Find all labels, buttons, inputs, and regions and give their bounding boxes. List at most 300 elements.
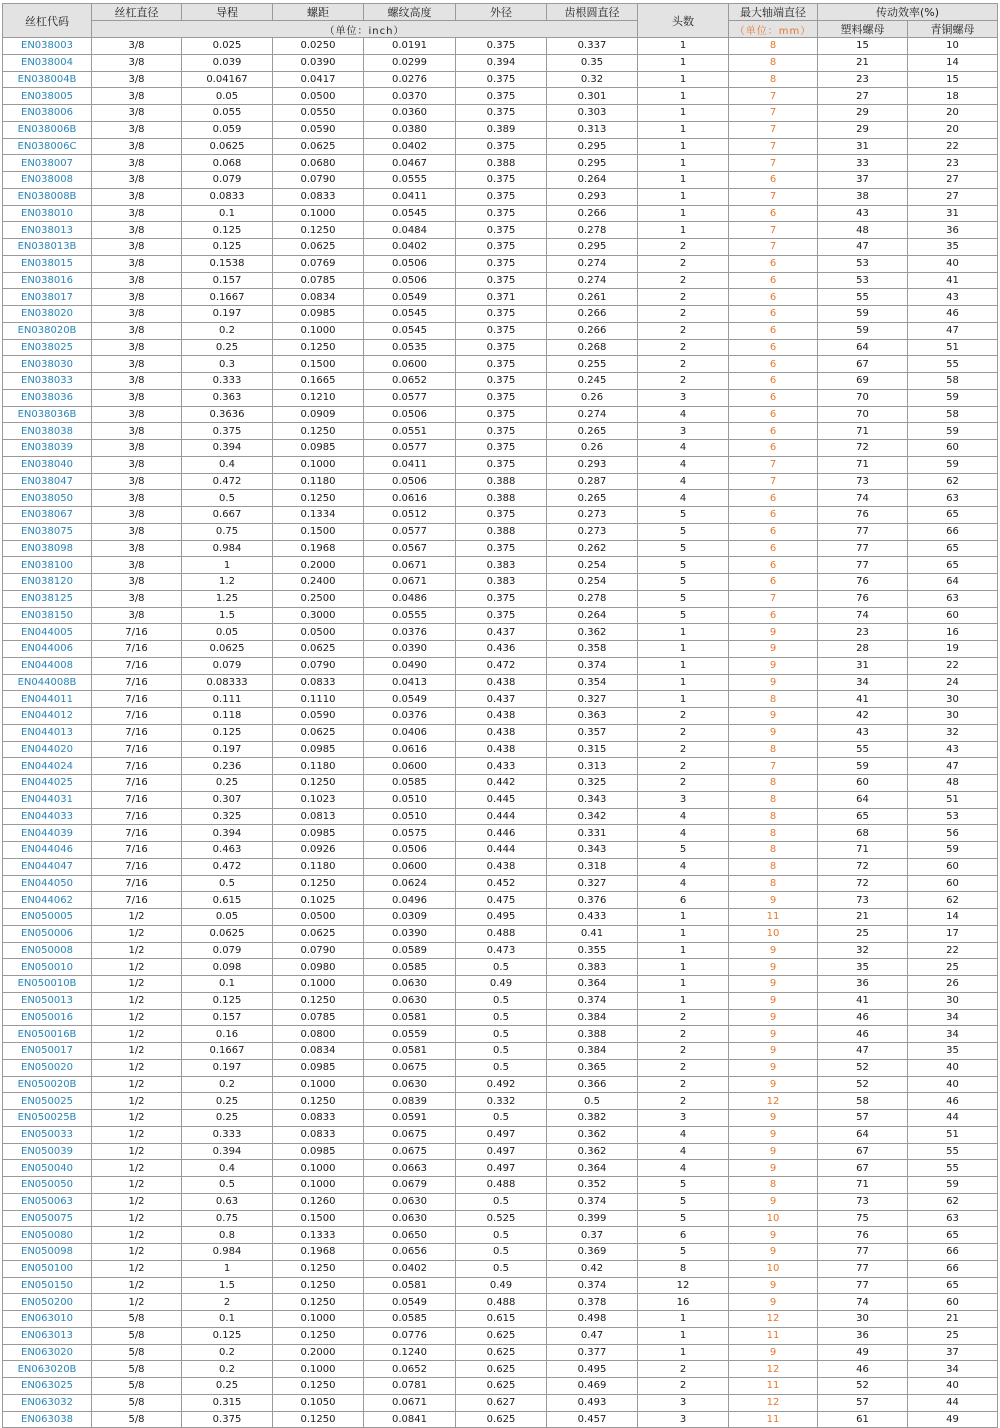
cell-efficiency-plastic: 29 — [818, 121, 908, 138]
cell-pitch: 0.1250 — [273, 1411, 364, 1428]
table-row — [3, 1344, 998, 1361]
cell-outer-diameter: 0.625 — [456, 1411, 547, 1428]
cell-thread-height: 0.0652 — [364, 373, 456, 390]
cell-outer-diameter: 0.5 — [456, 1193, 547, 1210]
cell-efficiency-plastic: 52 — [818, 1378, 908, 1395]
cell-diameter: 3/8 — [92, 356, 182, 373]
cell-efficiency-plastic: 47 — [818, 1043, 908, 1060]
table-row — [3, 1126, 998, 1143]
table-row — [3, 339, 998, 356]
cell-efficiency-plastic: 77 — [818, 1260, 908, 1277]
cell-diameter: 5/8 — [92, 1378, 182, 1395]
cell-diameter: 3/8 — [92, 155, 182, 172]
cell-max-end-diameter: 6 — [729, 255, 818, 272]
table-row — [3, 423, 998, 440]
cell-lead: 0.2 — [182, 1361, 273, 1378]
cell-root-diameter: 0.266 — [547, 306, 638, 323]
cell-max-end-diameter: 12 — [729, 1361, 818, 1378]
cell-outer-diameter: 0.488 — [456, 925, 547, 942]
cell-code: EN038075 — [3, 523, 92, 540]
cell-max-end-diameter: 8 — [729, 825, 818, 842]
cell-max-end-diameter: 9 — [729, 976, 818, 993]
cell-starts: 3 — [638, 389, 729, 406]
cell-code: EN044046 — [3, 842, 92, 859]
cell-thread-height: 0.0630 — [364, 1193, 456, 1210]
cell-diameter: 3/8 — [92, 289, 182, 306]
cell-starts: 4 — [638, 825, 729, 842]
cell-diameter: 7/16 — [92, 657, 182, 674]
cell-starts: 2 — [638, 1076, 729, 1093]
cell-code: EN038120 — [3, 574, 92, 591]
cell-pitch: 0.1000 — [273, 976, 364, 993]
cell-root-diameter: 0.325 — [547, 775, 638, 792]
table-row — [3, 858, 998, 875]
cell-efficiency-bronze: 66 — [908, 1260, 998, 1277]
cell-code: EN038067 — [3, 507, 92, 524]
cell-code: EN050025B — [3, 1110, 92, 1127]
cell-thread-height: 0.0506 — [364, 406, 456, 423]
cell-efficiency-plastic: 53 — [818, 255, 908, 272]
cell-starts: 6 — [638, 1227, 729, 1244]
cell-thread-height: 0.0600 — [364, 356, 456, 373]
table-row — [3, 540, 998, 557]
cell-diameter: 1/2 — [92, 925, 182, 942]
cell-starts: 5 — [638, 523, 729, 540]
cell-outer-diameter: 0.375 — [456, 423, 547, 440]
cell-max-end-diameter: 9 — [729, 892, 818, 909]
cell-outer-diameter: 0.5 — [456, 992, 547, 1009]
cell-max-end-diameter: 10 — [729, 1260, 818, 1277]
cell-root-diameter: 0.295 — [547, 239, 638, 256]
cell-efficiency-bronze: 53 — [908, 808, 998, 825]
cell-starts: 1 — [638, 909, 729, 926]
cell-efficiency-bronze: 59 — [908, 456, 998, 473]
cell-thread-height: 0.0309 — [364, 909, 456, 926]
cell-max-end-diameter: 6 — [729, 607, 818, 624]
cell-pitch: 0.1334 — [273, 507, 364, 524]
cell-starts: 2 — [638, 1378, 729, 1395]
cell-pitch: 0.1000 — [273, 1361, 364, 1378]
cell-root-diameter: 0.318 — [547, 858, 638, 875]
cell-starts: 2 — [638, 255, 729, 272]
cell-diameter: 3/8 — [92, 54, 182, 71]
cell-thread-height: 0.0581 — [364, 1277, 456, 1294]
cell-root-diameter: 0.358 — [547, 641, 638, 658]
cell-efficiency-bronze: 20 — [908, 121, 998, 138]
cell-starts: 4 — [638, 1160, 729, 1177]
cell-diameter: 3/8 — [92, 88, 182, 105]
cell-code: EN038030 — [3, 356, 92, 373]
cell-pitch: 0.1000 — [273, 456, 364, 473]
cell-efficiency-plastic: 73 — [818, 1193, 908, 1210]
cell-starts: 3 — [638, 423, 729, 440]
cell-code: EN044020 — [3, 741, 92, 758]
cell-pitch: 0.0833 — [273, 674, 364, 691]
table-row — [3, 54, 998, 71]
cell-root-diameter: 0.343 — [547, 842, 638, 859]
cell-starts: 1 — [638, 38, 729, 55]
cell-diameter: 1/2 — [92, 909, 182, 926]
cell-efficiency-bronze: 59 — [908, 389, 998, 406]
cell-root-diameter: 0.362 — [547, 1143, 638, 1160]
cell-max-end-diameter: 9 — [729, 1009, 818, 1026]
cell-thread-height: 0.1240 — [364, 1344, 456, 1361]
cell-efficiency-bronze: 63 — [908, 1210, 998, 1227]
cell-thread-height: 0.0390 — [364, 641, 456, 658]
cell-thread-height: 0.0589 — [364, 942, 456, 959]
cell-diameter: 5/8 — [92, 1411, 182, 1428]
table-row — [3, 959, 998, 976]
cell-code: EN063010 — [3, 1311, 92, 1328]
cell-max-end-diameter: 7 — [729, 590, 818, 607]
cell-code: EN050080 — [3, 1227, 92, 1244]
cell-code: EN050150 — [3, 1277, 92, 1294]
cell-outer-diameter: 0.488 — [456, 1177, 547, 1194]
cell-pitch: 0.0785 — [273, 1009, 364, 1026]
cell-lead: 0.125 — [182, 724, 273, 741]
cell-thread-height: 0.0549 — [364, 691, 456, 708]
cell-max-end-diameter: 6 — [729, 423, 818, 440]
col-header-root-diameter: 齿根圆直径 — [547, 4, 638, 21]
table-row — [3, 1110, 998, 1127]
cell-starts: 1 — [638, 105, 729, 122]
cell-max-end-diameter: 9 — [729, 1227, 818, 1244]
cell-lead: 0.394 — [182, 825, 273, 842]
cell-outer-diameter: 0.438 — [456, 674, 547, 691]
cell-root-diameter: 0.342 — [547, 808, 638, 825]
cell-max-end-diameter: 6 — [729, 507, 818, 524]
cell-diameter: 1/2 — [92, 1143, 182, 1160]
cell-code: EN038008B — [3, 188, 92, 205]
cell-pitch: 0.1968 — [273, 1244, 364, 1261]
cell-root-diameter: 0.274 — [547, 272, 638, 289]
cell-starts: 1 — [638, 942, 729, 959]
cell-max-end-diameter: 6 — [729, 289, 818, 306]
cell-efficiency-bronze: 17 — [908, 925, 998, 942]
cell-efficiency-bronze: 27 — [908, 172, 998, 189]
cell-efficiency-plastic: 64 — [818, 791, 908, 808]
cell-outer-diameter: 0.444 — [456, 842, 547, 859]
cell-efficiency-bronze: 36 — [908, 222, 998, 239]
cell-code: EN038020 — [3, 306, 92, 323]
cell-efficiency-bronze: 47 — [908, 758, 998, 775]
cell-thread-height: 0.0663 — [364, 1160, 456, 1177]
cell-root-diameter: 0.355 — [547, 942, 638, 959]
cell-efficiency-plastic: 37 — [818, 172, 908, 189]
cell-efficiency-bronze: 60 — [908, 440, 998, 457]
cell-root-diameter: 0.37 — [547, 1227, 638, 1244]
cell-thread-height: 0.0390 — [364, 925, 456, 942]
cell-diameter: 3/8 — [92, 188, 182, 205]
cell-code: EN044050 — [3, 875, 92, 892]
cell-efficiency-plastic: 77 — [818, 1277, 908, 1294]
cell-root-diameter: 0.384 — [547, 1043, 638, 1060]
cell-thread-height: 0.0376 — [364, 708, 456, 725]
cell-outer-diameter: 0.375 — [456, 306, 547, 323]
cell-starts: 4 — [638, 808, 729, 825]
cell-code: EN044024 — [3, 758, 92, 775]
cell-lead: 1.25 — [182, 590, 273, 607]
cell-max-end-diameter: 6 — [729, 389, 818, 406]
cell-root-diameter: 0.331 — [547, 825, 638, 842]
cell-diameter: 3/8 — [92, 38, 182, 55]
cell-thread-height: 0.0575 — [364, 825, 456, 842]
table-row — [3, 38, 998, 55]
col-header-lead: 导程 — [182, 4, 273, 21]
col-header-pitch: 螺距 — [273, 4, 364, 21]
cell-pitch: 0.0625 — [273, 641, 364, 658]
cell-efficiency-plastic: 76 — [818, 507, 908, 524]
cell-outer-diameter: 0.375 — [456, 406, 547, 423]
table-row — [3, 1361, 998, 1378]
cell-thread-height: 0.0577 — [364, 440, 456, 457]
cell-pitch: 0.0785 — [273, 272, 364, 289]
cell-code: EN038098 — [3, 540, 92, 557]
cell-lead: 0.375 — [182, 423, 273, 440]
cell-starts: 2 — [638, 708, 729, 725]
cell-max-end-diameter: 7 — [729, 105, 818, 122]
cell-pitch: 0.0833 — [273, 1126, 364, 1143]
cell-max-end-diameter: 10 — [729, 925, 818, 942]
cell-outer-diameter: 0.375 — [456, 105, 547, 122]
cell-max-end-diameter: 7 — [729, 155, 818, 172]
cell-efficiency-bronze: 44 — [908, 1394, 998, 1411]
cell-thread-height: 0.0413 — [364, 674, 456, 691]
table-row — [3, 674, 998, 691]
cell-outer-diameter: 0.5 — [456, 1244, 547, 1261]
cell-efficiency-bronze: 22 — [908, 657, 998, 674]
cell-starts: 1 — [638, 222, 729, 239]
cell-efficiency-bronze: 40 — [908, 1076, 998, 1093]
cell-max-end-diameter: 9 — [729, 657, 818, 674]
cell-pitch: 0.0625 — [273, 239, 364, 256]
table-row — [3, 641, 998, 658]
cell-lead: 0.25 — [182, 1093, 273, 1110]
cell-diameter: 3/8 — [92, 222, 182, 239]
cell-lead: 0.098 — [182, 959, 273, 976]
cell-root-diameter: 0.5 — [547, 1093, 638, 1110]
cell-efficiency-bronze: 62 — [908, 473, 998, 490]
cell-efficiency-bronze: 34 — [908, 1361, 998, 1378]
cell-code: EN044039 — [3, 825, 92, 842]
table-row — [3, 406, 998, 423]
cell-starts: 1 — [638, 121, 729, 138]
cell-diameter: 1/2 — [92, 942, 182, 959]
cell-outer-diameter: 0.375 — [456, 205, 547, 222]
cell-lead: 0.025 — [182, 38, 273, 55]
cell-efficiency-bronze: 23 — [908, 155, 998, 172]
cell-starts: 2 — [638, 272, 729, 289]
cell-thread-height: 0.0581 — [364, 1009, 456, 1026]
cell-thread-height: 0.0490 — [364, 657, 456, 674]
cell-efficiency-bronze: 20 — [908, 105, 998, 122]
cell-root-diameter: 0.42 — [547, 1260, 638, 1277]
cell-outer-diameter: 0.375 — [456, 322, 547, 339]
cell-efficiency-plastic: 38 — [818, 188, 908, 205]
cell-diameter: 3/8 — [92, 255, 182, 272]
cell-code: EN050025 — [3, 1093, 92, 1110]
cell-code: EN044011 — [3, 691, 92, 708]
table-row — [3, 875, 998, 892]
cell-root-diameter: 0.313 — [547, 758, 638, 775]
cell-efficiency-plastic: 76 — [818, 590, 908, 607]
cell-thread-height: 0.0675 — [364, 1059, 456, 1076]
cell-efficiency-plastic: 46 — [818, 1361, 908, 1378]
cell-efficiency-bronze: 51 — [908, 339, 998, 356]
cell-thread-height: 0.0577 — [364, 389, 456, 406]
cell-efficiency-bronze: 30 — [908, 691, 998, 708]
cell-thread-height: 0.0406 — [364, 724, 456, 741]
cell-root-diameter: 0.32 — [547, 71, 638, 88]
cell-starts: 6 — [638, 892, 729, 909]
cell-diameter: 3/8 — [92, 389, 182, 406]
cell-starts: 5 — [638, 1193, 729, 1210]
cell-code: EN044012 — [3, 708, 92, 725]
cell-diameter: 3/8 — [92, 339, 182, 356]
cell-root-diameter: 0.301 — [547, 88, 638, 105]
cell-starts: 3 — [638, 1110, 729, 1127]
cell-efficiency-plastic: 74 — [818, 490, 908, 507]
cell-lead: 0.039 — [182, 54, 273, 71]
cell-outer-diameter: 0.488 — [456, 1294, 547, 1311]
cell-pitch: 0.1180 — [273, 758, 364, 775]
cell-outer-diameter: 0.438 — [456, 858, 547, 875]
cell-efficiency-bronze: 65 — [908, 1277, 998, 1294]
cell-diameter: 7/16 — [92, 808, 182, 825]
cell-thread-height: 0.0630 — [364, 1076, 456, 1093]
cell-efficiency-plastic: 25 — [818, 925, 908, 942]
cell-thread-height: 0.0650 — [364, 1227, 456, 1244]
cell-root-diameter: 0.265 — [547, 423, 638, 440]
cell-efficiency-plastic: 36 — [818, 1327, 908, 1344]
cell-thread-height: 0.0506 — [364, 473, 456, 490]
cell-max-end-diameter: 6 — [729, 322, 818, 339]
cell-root-diameter: 0.376 — [547, 892, 638, 909]
cell-efficiency-plastic: 43 — [818, 724, 908, 741]
table-row — [3, 88, 998, 105]
cell-root-diameter: 0.343 — [547, 791, 638, 808]
table-row — [3, 440, 998, 457]
table-row — [3, 71, 998, 88]
cell-lead: 2 — [182, 1294, 273, 1311]
cell-lead: 0.05 — [182, 909, 273, 926]
cell-outer-diameter: 0.375 — [456, 339, 547, 356]
cell-diameter: 3/8 — [92, 239, 182, 256]
cell-lead: 0.125 — [182, 239, 273, 256]
cell-code: EN050040 — [3, 1160, 92, 1177]
cell-code: EN044006 — [3, 641, 92, 658]
cell-max-end-diameter: 9 — [729, 942, 818, 959]
cell-diameter: 7/16 — [92, 624, 182, 641]
cell-efficiency-plastic: 48 — [818, 222, 908, 239]
cell-root-diameter: 0.388 — [547, 1026, 638, 1043]
cell-starts: 4 — [638, 1143, 729, 1160]
cell-max-end-diameter: 12 — [729, 1093, 818, 1110]
cell-pitch: 0.1000 — [273, 322, 364, 339]
cell-thread-height: 0.0510 — [364, 808, 456, 825]
cell-lead: 0.16 — [182, 1026, 273, 1043]
cell-max-end-diameter: 8 — [729, 691, 818, 708]
cell-lead: 0.315 — [182, 1394, 273, 1411]
cell-diameter: 3/8 — [92, 373, 182, 390]
table-row — [3, 925, 998, 942]
table-row — [3, 389, 998, 406]
cell-root-diameter: 0.365 — [547, 1059, 638, 1076]
cell-efficiency-bronze: 60 — [908, 607, 998, 624]
cell-efficiency-bronze: 37 — [908, 1344, 998, 1361]
cell-code: EN038006C — [3, 138, 92, 155]
col-header-max-end-diameter: 最大轴端直径 — [729, 4, 818, 21]
cell-max-end-diameter: 11 — [729, 1327, 818, 1344]
cell-efficiency-plastic: 74 — [818, 607, 908, 624]
cell-efficiency-plastic: 52 — [818, 1059, 908, 1076]
cell-thread-height: 0.0506 — [364, 842, 456, 859]
cell-code: EN044031 — [3, 791, 92, 808]
cell-diameter: 7/16 — [92, 758, 182, 775]
cell-max-end-diameter: 8 — [729, 808, 818, 825]
cell-root-diameter: 0.374 — [547, 1193, 638, 1210]
cell-outer-diameter: 0.5 — [456, 959, 547, 976]
cell-starts: 2 — [638, 339, 729, 356]
cell-max-end-diameter: 7 — [729, 188, 818, 205]
cell-code: EN044008B — [3, 674, 92, 691]
cell-lead: 0.3 — [182, 356, 273, 373]
cell-code: EN063025 — [3, 1378, 92, 1395]
cell-diameter: 1/2 — [92, 1244, 182, 1261]
cell-lead: 0.118 — [182, 708, 273, 725]
cell-pitch: 0.0800 — [273, 1026, 364, 1043]
cell-lead: 0.068 — [182, 155, 273, 172]
cell-thread-height: 0.0510 — [364, 791, 456, 808]
cell-thread-height: 0.0402 — [364, 138, 456, 155]
cell-efficiency-plastic: 58 — [818, 1093, 908, 1110]
cell-diameter: 3/8 — [92, 490, 182, 507]
cell-starts: 2 — [638, 306, 729, 323]
cell-pitch: 0.1250 — [273, 222, 364, 239]
cell-lead: 0.63 — [182, 1193, 273, 1210]
cell-outer-diameter: 0.5 — [456, 1026, 547, 1043]
cell-root-diameter: 0.273 — [547, 507, 638, 524]
cell-code: EN050010 — [3, 959, 92, 976]
cell-thread-height: 0.0549 — [364, 1294, 456, 1311]
table-row — [3, 1026, 998, 1043]
cell-code: EN038050 — [3, 490, 92, 507]
table-row — [3, 222, 998, 239]
cell-root-diameter: 0.47 — [547, 1327, 638, 1344]
cell-starts: 2 — [638, 1361, 729, 1378]
cell-pitch: 0.0985 — [273, 440, 364, 457]
cell-code: EN038013B — [3, 239, 92, 256]
cell-thread-height: 0.0585 — [364, 1311, 456, 1328]
cell-lead: 0.1 — [182, 1311, 273, 1328]
cell-efficiency-plastic: 23 — [818, 624, 908, 641]
cell-outer-diameter: 0.495 — [456, 909, 547, 926]
cell-efficiency-plastic: 53 — [818, 272, 908, 289]
cell-lead: 0.125 — [182, 222, 273, 239]
cell-pitch: 0.0500 — [273, 88, 364, 105]
cell-pitch: 0.1250 — [273, 1294, 364, 1311]
cell-diameter: 1/2 — [92, 1294, 182, 1311]
cell-pitch: 0.1968 — [273, 540, 364, 557]
cell-starts: 1 — [638, 88, 729, 105]
cell-root-diameter: 0.295 — [547, 155, 638, 172]
cell-thread-height: 0.0276 — [364, 71, 456, 88]
cell-root-diameter: 0.374 — [547, 992, 638, 1009]
cell-thread-height: 0.0652 — [364, 1361, 456, 1378]
cell-root-diameter: 0.273 — [547, 523, 638, 540]
cell-starts: 1 — [638, 959, 729, 976]
cell-outer-diameter: 0.388 — [456, 523, 547, 540]
